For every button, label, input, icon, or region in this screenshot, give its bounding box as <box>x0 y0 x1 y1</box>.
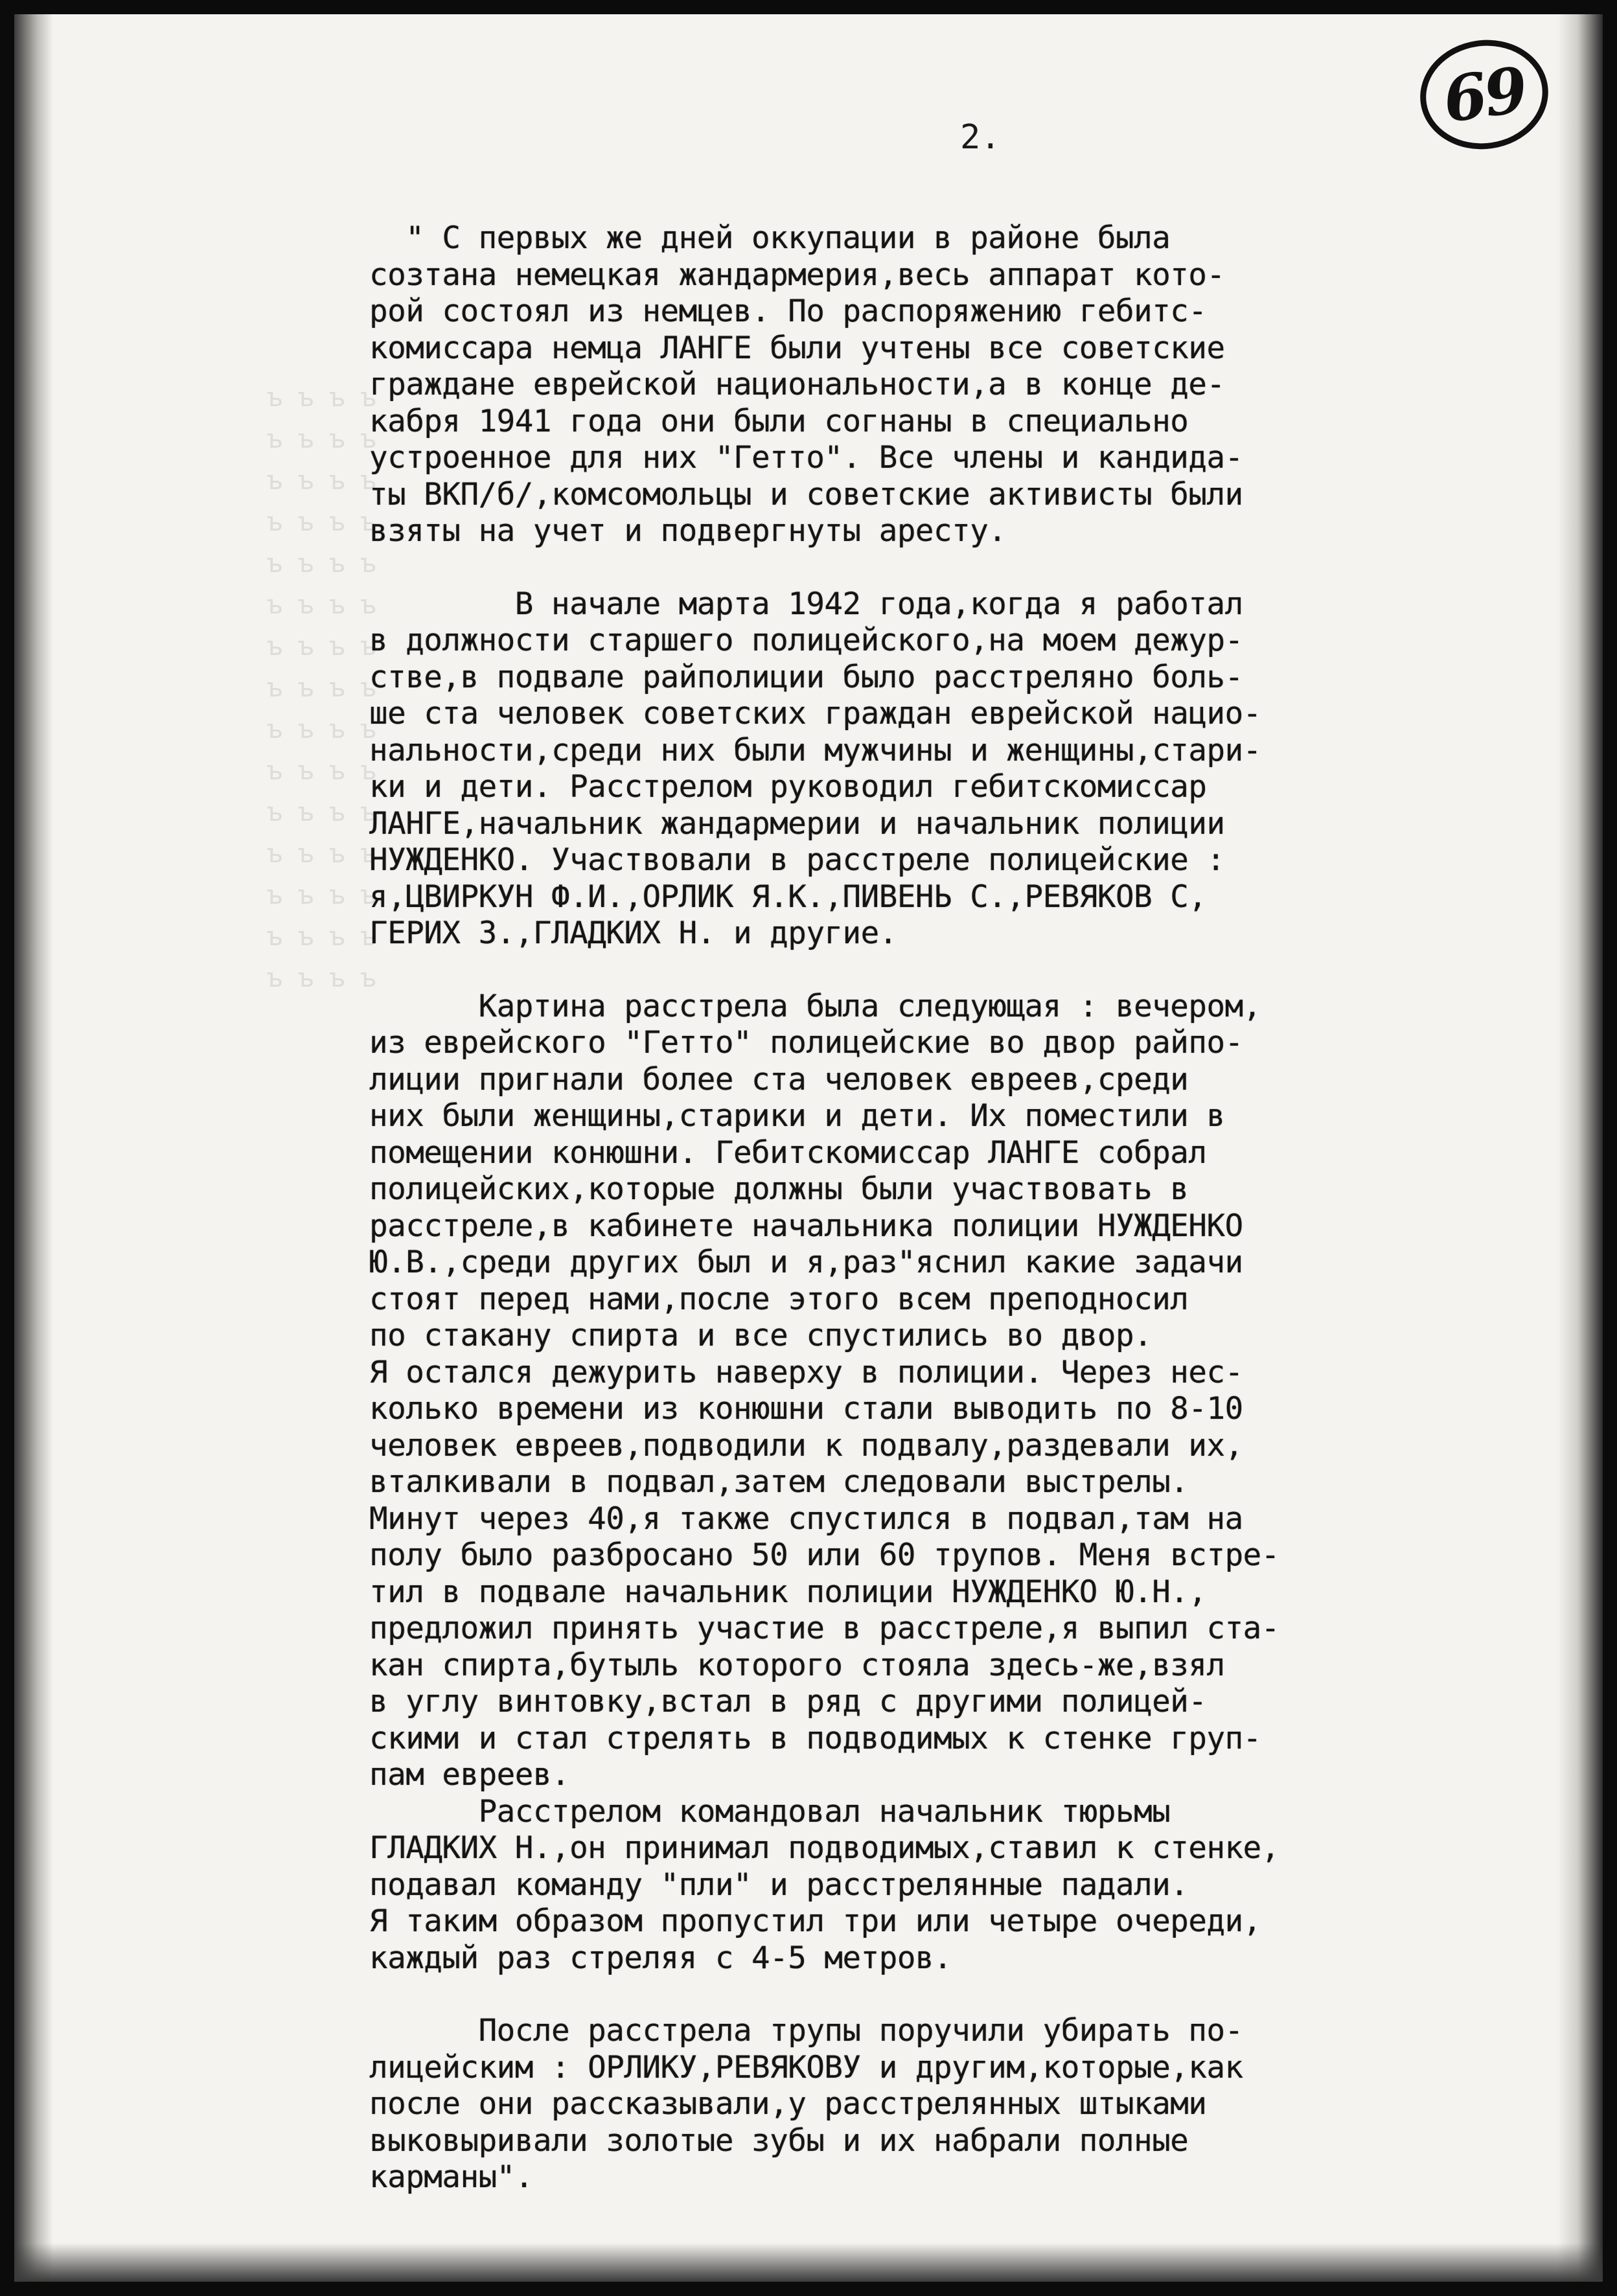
text-line: ки и дети. Расстрелом руководил гебитскомиссар <box>369 769 1207 805</box>
text-line: стоят перед нами,после этого всем преподносил <box>369 1281 1189 1317</box>
text-line: граждане еврейской национальности,а в конце де- <box>369 367 1225 402</box>
text-line: выковыривали золотые зубы и их набрали полные <box>369 2122 1189 2159</box>
paragraph-gap <box>369 550 1419 586</box>
text-line: лиции пригнали более ста человек евреев,среди <box>369 1061 1189 1097</box>
text-line: ГЛАДКИХ Н.,он принимал подводимых,ставил к стенке, <box>369 1830 1279 1866</box>
text-line: нальности,среди них были мужчины и женщины,стари- <box>369 732 1261 768</box>
text-line: карманы". <box>369 2159 533 2195</box>
text-line: предложил принять участие в расстреле,я выпил ста- <box>369 1611 1279 1646</box>
text-line: НУЖДЕНКО. Участвовали в расстреле полицейские : <box>369 842 1225 878</box>
paragraph-gap <box>369 1977 1419 2013</box>
text-line: скими и стал стрелять в подводимых к стенке груп- <box>369 1720 1261 1756</box>
text-line: ше ста человек советских граждан еврейской нацио- <box>369 696 1261 731</box>
text-line: созтана немецкая жандармерия,весь аппарат кото- <box>369 257 1225 293</box>
text-line: помещении конюшни. Гебитскомиссар ЛАНГЕ собрал <box>369 1134 1207 1171</box>
text-line: я,ЦВИРКУН Ф.И.,ОРЛИК Я.К.,ПИВЕНЬ С.,РЕВЯКОВ С, <box>369 878 1207 915</box>
scan-bottom-edge <box>14 2243 1603 2282</box>
scan-right-edge <box>1557 14 1603 2282</box>
text-line: в должности старшего полицейского,на моем дежур- <box>369 623 1243 658</box>
text-line: После расстрела трупы поручили убирать по- <box>369 2013 1243 2049</box>
testimony-text <box>369 220 1419 2196</box>
text-line: " С первых же дней оккупации в районе была <box>369 220 1171 256</box>
text-line: Я остался дежурить наверху в полиции. Через нес- <box>369 1354 1243 1390</box>
text-line: ЛАНГЕ,начальник жандармерии и начальник полиции <box>369 805 1225 842</box>
text-line: Ю.В.,среди других был и я,раз"яснил какие задачи <box>369 1245 1243 1280</box>
text-line: по стакану спирта и все спустились во двор. <box>369 1318 1153 1353</box>
text-line: В начале марта 1942 года,когда я работал <box>369 586 1243 622</box>
text-line: после они рассказывали,у расстрелянных штыками <box>369 2086 1207 2122</box>
text-line: лицейским : ОРЛИКУ,РЕВЯКОВУ и другим,которые,как <box>369 2049 1243 2085</box>
text-line: Картина расстрела была следующая : вечером, <box>369 988 1261 1024</box>
text-line: ГЕРИХ З.,ГЛАДКИХ Н. и другие. <box>369 915 897 951</box>
paragraph <box>369 586 1419 952</box>
scan-left-edge <box>14 14 53 2282</box>
paragraph <box>369 2013 1419 2196</box>
text-line: пам евреев. <box>369 1757 570 1793</box>
paragraph <box>369 989 1419 1977</box>
bleed-through-text: ъ ъ ъ ъ ъ ъ ъ ъ ъ ъ ъ ъ ъ ъ ъ ъ ъ ъ ъ ъ ъ ъ ъ ъ ъ ъ ъ ъ ъ ъ ъ ъ ъ ъ ъ ъ ъ ъ ъ ъ ъ ъ ъ ъ ъ ъ ъ ъ ъ ъ ъ ъ ъ ъ ъ ъ ъ ъ ъ ъ <box>267 383 376 993</box>
text-line: рой состоял из немцев. По распоряжению гебитс- <box>369 293 1207 329</box>
text-line: тил в подвале начальник полиции НУЖДЕНКО Ю.Н., <box>369 1574 1207 1610</box>
text-line: Расстрелом командовал начальник тюрьмы <box>369 1793 1171 1830</box>
text-line: ты ВКП/б/,комсомольцы и советские активисты были <box>369 476 1243 512</box>
text-line: комиссара немца ЛАНГЕ были учтены все советские <box>369 330 1225 366</box>
text-line: кан спирта,бутыль которого стояла здесь-же,взял <box>369 1647 1225 1683</box>
text-line: Я таким образом пропустил три или четыре очереди, <box>369 1903 1261 1939</box>
text-line: взяты на учет и подвергнуты аресту. <box>369 513 1007 549</box>
paragraph-gap <box>369 952 1419 989</box>
text-line: расстреле,в кабинете начальника полиции НУЖДЕНКО <box>369 1208 1243 1244</box>
archive-folio-stamp: 69 <box>1413 32 1555 157</box>
text-line: полицейских,которые должны были участвовать в <box>369 1171 1189 1207</box>
text-line: в углу винтовку,встал в ряд с другими полицей- <box>369 1684 1207 1719</box>
text-line: устроенное для них "Гетто". Все члены и кандида- <box>369 440 1243 476</box>
text-line: полу было разбросано 50 или 60 трупов. Меня встре- <box>369 1537 1279 1573</box>
text-line: из еврейского "Гетто" полицейские во двор райпо- <box>369 1025 1243 1061</box>
text-line: кабря 1941 года они были согнаны в специально <box>369 403 1189 439</box>
text-line: подавал команду "пли" и расстрелянные падали. <box>369 1866 1189 1903</box>
paragraph <box>369 220 1419 550</box>
text-line: вталкивали в подвал,затем следовали выстрелы. <box>369 1464 1189 1500</box>
text-line: Минут через 40,я также спустился в подвал,там на <box>369 1500 1243 1537</box>
text-line: них были женщины,старики и дети. Их поместили в <box>369 1098 1225 1134</box>
text-line: человек евреев,подводили к подвалу,раздевали их, <box>369 1427 1243 1464</box>
page-number: 2. <box>960 118 1001 157</box>
text-line: колько времени из конюшни стали выводить по 8-10 <box>369 1391 1243 1427</box>
text-line: каждый раз стреляя с 4-5 метров. <box>369 1940 952 1976</box>
text-line: стве,в подвале райполиции было расстреляно боль- <box>369 659 1243 695</box>
